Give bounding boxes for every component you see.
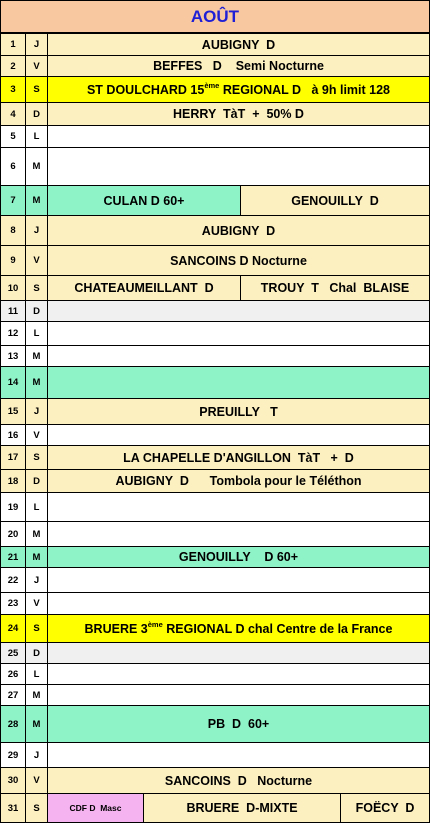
day-number: 20 (0, 521, 26, 547)
weekday-letter: D (25, 300, 48, 322)
empty-event-cell (47, 567, 430, 593)
event-text: CHATEAUMEILLANT D (74, 281, 214, 295)
day-number: 28 (0, 705, 26, 743)
event-text: TROUY T Chal BLAISE (260, 281, 410, 295)
weekday-letter: M (25, 705, 48, 743)
empty-event-cell (47, 663, 430, 685)
event-text: FOËCY D (355, 801, 415, 815)
event-text: BRUERE D-MIXTE (186, 801, 298, 815)
event-cell (47, 55, 430, 77)
weekday-letter: D (25, 642, 48, 664)
day-number: 31 (0, 793, 26, 823)
event-text: SANCOINS D Nocturne (164, 773, 313, 788)
empty-event-cell (47, 147, 430, 186)
month-header: AOÛT (0, 0, 430, 33)
event-cell (47, 445, 430, 470)
event-cell (47, 614, 430, 643)
weekday-letter: M (25, 366, 48, 399)
event-text-rest: REGIONAL D à 9h limit 128 (219, 82, 391, 97)
weekday-letter: M (25, 684, 48, 706)
day-number: 1 (0, 33, 26, 56)
empty-event-cell (47, 424, 430, 446)
day-number: 7 (0, 185, 26, 216)
event-cell (47, 275, 241, 301)
event-cell (47, 245, 430, 276)
day-number: 30 (0, 767, 26, 794)
weekday-letter: M (25, 521, 48, 547)
weekday-letter: M (25, 546, 48, 568)
weekday-letter: L (25, 492, 48, 522)
empty-event-cell (47, 684, 430, 706)
day-number: 19 (0, 492, 26, 522)
event-text: GENOUILLY D 60+ (178, 550, 299, 564)
event-cell (240, 185, 430, 216)
event-cell (47, 793, 144, 823)
event-cell (47, 215, 430, 246)
empty-event-cell (47, 125, 430, 148)
empty-event-cell (47, 321, 430, 346)
event-text: PB D 60+ (207, 717, 270, 731)
weekday-letter: V (25, 424, 48, 446)
day-number: 24 (0, 614, 26, 643)
event-superscript: ème (204, 80, 220, 90)
event-text: AUBIGNY D (201, 223, 276, 238)
day-number: 27 (0, 684, 26, 706)
weekday-letter: S (25, 76, 48, 103)
day-number: 17 (0, 445, 26, 470)
day-number: 22 (0, 567, 26, 593)
event-superscript: ème (147, 619, 163, 629)
event-cell (47, 767, 430, 794)
event-text-rest: REGIONAL D chal Centre de la France (162, 621, 393, 636)
day-number: 18 (0, 469, 26, 493)
event-cell (47, 102, 430, 126)
event-cell (47, 705, 430, 743)
event-cell (47, 469, 430, 493)
day-number: 16 (0, 424, 26, 446)
weekday-letter: M (25, 345, 48, 367)
weekday-letter: L (25, 125, 48, 148)
empty-event-cell (47, 521, 430, 547)
weekday-letter: V (25, 245, 48, 276)
weekday-letter: S (25, 275, 48, 301)
event-text: AUBIGNY D Tombola pour le Téléthon (115, 474, 362, 488)
weekday-letter: M (25, 147, 48, 186)
weekday-letter: S (25, 614, 48, 643)
empty-event-cell (47, 366, 430, 399)
event-text: GENOUILLY D (291, 193, 379, 208)
empty-event-cell (47, 492, 430, 522)
event-text: BRUERE 3 (84, 621, 148, 636)
day-number: 21 (0, 546, 26, 568)
weekday-letter: D (25, 469, 48, 493)
event-text: SANCOINS D Nocturne (170, 253, 307, 268)
day-number: 6 (0, 147, 26, 186)
empty-event-cell (47, 742, 430, 768)
weekday-letter: M (25, 185, 48, 216)
weekday-letter: J (25, 215, 48, 246)
weekday-letter: D (25, 102, 48, 126)
event-text: HERRY TàT + 50% D (173, 107, 304, 121)
event-text: LA CHAPELLE D'ANGILLON TàT + D (123, 450, 354, 465)
weekday-letter: J (25, 742, 48, 768)
day-number: 11 (0, 300, 26, 322)
weekday-letter: V (25, 55, 48, 77)
day-number: 14 (0, 366, 26, 399)
empty-event-cell (47, 642, 430, 664)
day-number: 8 (0, 215, 26, 246)
day-number: 10 (0, 275, 26, 301)
day-number: 12 (0, 321, 26, 346)
weekday-letter: S (25, 793, 48, 823)
event-cell (47, 546, 430, 568)
event-text: AUBIGNY D (201, 37, 276, 52)
event-cell (47, 76, 430, 103)
day-number: 13 (0, 345, 26, 367)
event-cell (340, 793, 430, 823)
event-cell (240, 275, 430, 301)
event-text: BEFFES D Semi Nocturne (153, 59, 324, 73)
weekday-letter: V (25, 767, 48, 794)
event-cell (143, 793, 341, 823)
weekday-letter: S (25, 445, 48, 470)
empty-event-cell (47, 300, 430, 322)
day-number: 3 (0, 76, 26, 103)
day-number: 29 (0, 742, 26, 768)
event-cell (47, 33, 430, 56)
day-number: 2 (0, 55, 26, 77)
weekday-letter: L (25, 663, 48, 685)
event-text: PREUILLY T (199, 404, 278, 419)
day-number: 26 (0, 663, 26, 685)
empty-event-cell (47, 345, 430, 367)
day-number: 4 (0, 102, 26, 126)
day-number: 25 (0, 642, 26, 664)
weekday-letter: J (25, 398, 48, 425)
weekday-letter: V (25, 592, 48, 615)
day-number: 23 (0, 592, 26, 615)
event-text: CULAN D 60+ (103, 193, 185, 208)
day-number: 9 (0, 245, 26, 276)
weekday-letter: L (25, 321, 48, 346)
empty-event-cell (47, 592, 430, 615)
day-number: 5 (0, 125, 26, 148)
event-text: ST DOULCHARD 15 (86, 82, 205, 97)
event-text: CDF D Masc (69, 803, 122, 813)
event-cell (47, 398, 430, 425)
weekday-letter: J (25, 567, 48, 593)
event-cell (47, 185, 241, 216)
day-number: 15 (0, 398, 26, 425)
weekday-letter: J (25, 33, 48, 56)
